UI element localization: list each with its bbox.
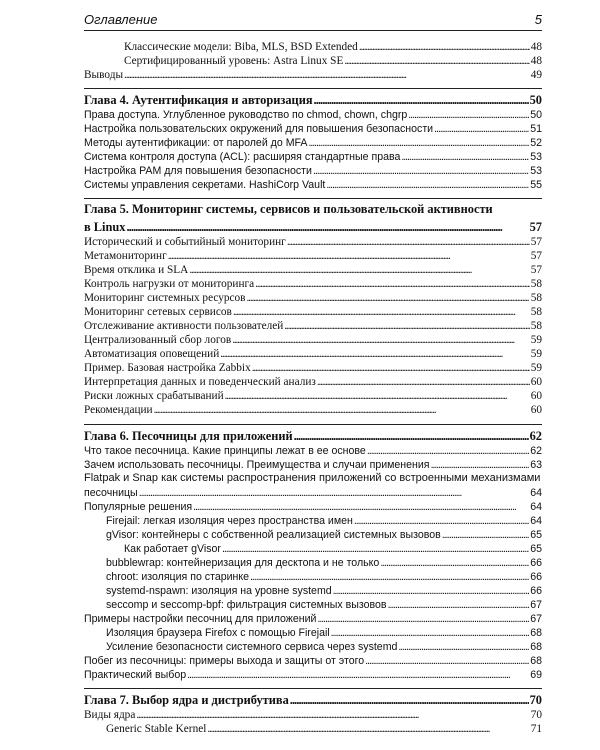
toc-entry[interactable]: Примеры настройки песочниц для приложений . . . 67 [84, 612, 542, 626]
toc-entry[interactable]: chroot: изоляция по старинке . . . 66 [106, 570, 542, 584]
toc-entry[interactable]: Исторический и событийный мониторинг . . . 57 [84, 235, 542, 249]
toc-entry[interactable]: Интерпретация данных и поведенческий анализ . . . 60 [84, 375, 542, 389]
toc-entry[interactable]: systemd-nspawn: изоляция на уровне systemd . . . 66 [106, 584, 542, 598]
chapter-rule [84, 198, 542, 199]
page-number: 5 [534, 12, 542, 27]
toc-entry[interactable]: Мониторинг сетевых сервисов . . . 58 [84, 305, 542, 319]
toc-entry[interactable]: Усиление безопасности системного сервиса через systemd . . . 68 [106, 640, 542, 654]
toc-entry[interactable]: Популярные решения . . . 64 [84, 500, 542, 514]
toc-entry[interactable]: Generic Stable Kernel . . . 71 [106, 722, 542, 736]
toc-entry-flatpak-title[interactable]: Flatpak и Snap как системы распространения приложений со встроенными механизмами [84, 472, 541, 484]
chapter-rule [84, 88, 542, 89]
toc-entry[interactable]: Система контроля доступа (ACL): расширяя стандартные права . . . 53 [84, 150, 542, 164]
toc-entry[interactable]: Зачем использовать песочницы. Преимущества и случаи применения . . . 63 [84, 458, 542, 472]
toc-entry[interactable]: Выводы . . . 49 [84, 68, 542, 82]
toc-chapter-4[interactable]: Глава 4. Аутентификация и авторизация . . . 50 [84, 91, 542, 107]
toc-entry[interactable]: Отслеживание активности пользователей . . . 58 [84, 319, 542, 333]
toc-chapter-7[interactable]: Глава 7. Выбор ядра и дистрибутива . . . 70 [84, 691, 542, 707]
toc-entry[interactable]: Классические модели: Biba, MLS, BSD Extended . . . 48 [124, 40, 542, 54]
toc-entry[interactable]: Изоляция браузера Firefox с помощью Firejail . . . 68 [106, 626, 542, 640]
header-rule [84, 30, 542, 31]
toc-entry[interactable]: Настройка пользовательских окружений для повышения безопасности . . . 51 [84, 122, 542, 136]
toc-entry[interactable]: Методы аутентификации: от паролей до MFA . . . 52 [84, 136, 542, 150]
toc-chapter-5[interactable]: в Linux . . . 57 [84, 218, 542, 234]
toc-entry[interactable]: Системы управления секретами. HashiCorp Vault . . . 55 [84, 178, 542, 192]
toc-entry[interactable]: Время отклика и SLA . . . 57 [84, 263, 542, 277]
toc-entry[interactable]: Настройка PAM для повышения безопасности . . . 53 [84, 164, 542, 178]
toc-entry[interactable]: Виды ядра . . . 70 [84, 708, 542, 722]
toc-entry[interactable]: Что такое песочница. Какие принципы лежат в ее основе . . . 62 [84, 444, 542, 458]
toc-entry[interactable]: песочницы . . . 64 [84, 486, 542, 500]
toc-entry[interactable]: Права доступа. Углубленное руководство по chmod, chown, chgrp . . . 50 [84, 108, 542, 122]
page-header [84, 12, 542, 32]
toc-entry[interactable]: Пример. Базовая настройка Zabbix . . . 59 [84, 361, 542, 375]
toc-entry[interactable]: Побег из песочницы: примеры выхода и защиты от этого . . . 68 [84, 654, 542, 668]
toc-entry[interactable]: Как работает gVisor . . . 65 [124, 542, 542, 556]
toc-entry[interactable]: Контроль нагрузки от мониторинга . . . 58 [84, 277, 542, 291]
chapter-rule [84, 424, 542, 425]
toc-entry[interactable]: Централизованный сбор логов . . . 59 [84, 333, 542, 347]
toc-entry[interactable]: Сертифицированный уровень: Astra Linux SE . . . 48 [124, 54, 542, 68]
toc-chapter-5-title[interactable]: Глава 5. Мониторинг системы, сервисов и пользовательской активности [84, 202, 493, 216]
running-title: Оглавление [84, 12, 158, 27]
toc-entry[interactable]: Firejail: легкая изоляция через пространства имен . . . 64 [106, 514, 542, 528]
toc-entry[interactable]: Метамониторинг . . . 57 [84, 249, 542, 263]
toc-entry[interactable]: Практический выбор . . . 69 [84, 668, 542, 682]
toc-entry[interactable]: Риски ложных срабатываний . . . 60 [84, 389, 542, 403]
toc-entry[interactable]: gVisor: контейнеры с собственной реализацией системных вызовов . . . 65 [106, 528, 542, 542]
chapter-rule [84, 688, 542, 689]
toc-entry[interactable]: Рекомендации . . . 60 [84, 403, 542, 417]
toc-entry[interactable]: seccomp и seccomp-bpf: фильтрация системных вызовов . . . 67 [106, 598, 542, 612]
toc-chapter-6[interactable]: Глава 6. Песочницы для приложений . . . 62 [84, 427, 542, 443]
toc-entry[interactable]: Автоматизация оповещений . . . 59 [84, 347, 542, 361]
toc-entry[interactable]: bubblewrap: контейнеризация для десктопа и не только . . . 66 [106, 556, 542, 570]
toc-entry[interactable]: Мониторинг системных ресурсов . . . 58 [84, 291, 542, 305]
